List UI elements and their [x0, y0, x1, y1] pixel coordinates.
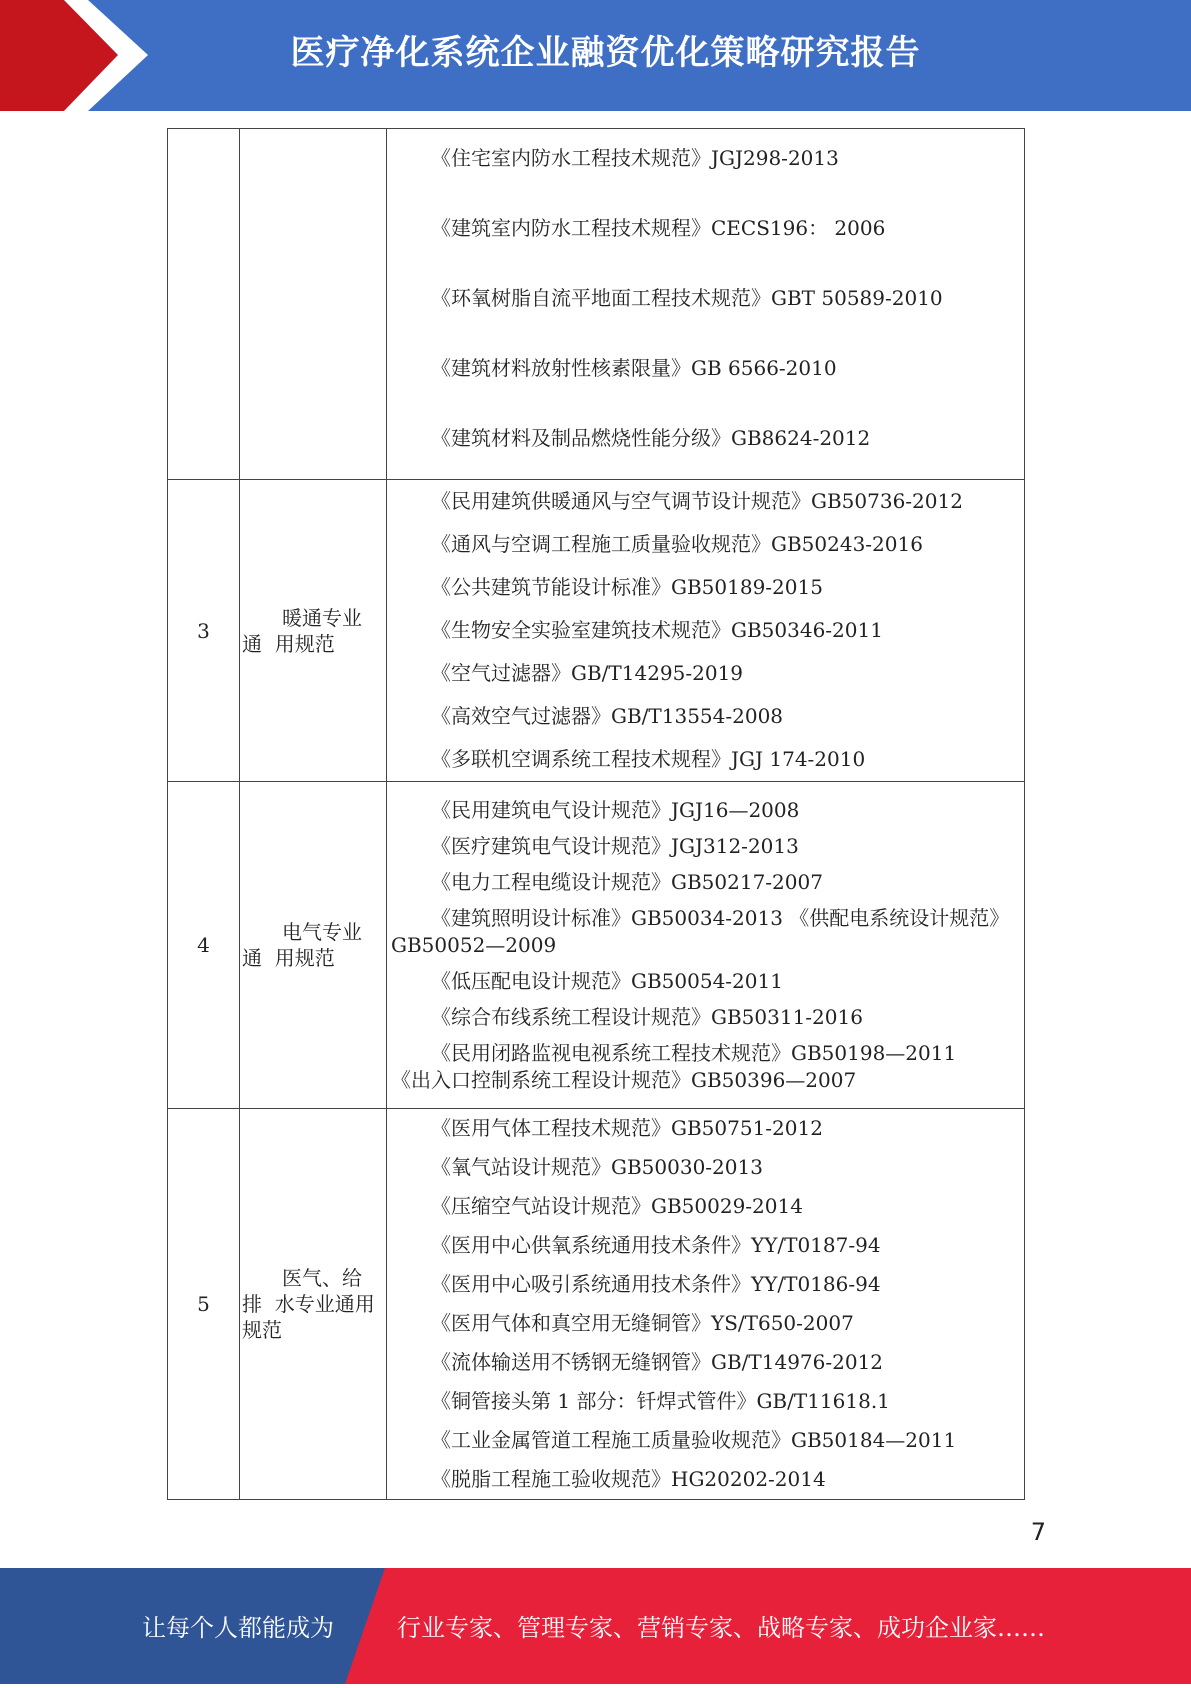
standard-item: 《流体输送用不锈钢无缝钢管》GB/T14976-2012 — [431, 1350, 884, 1374]
standard-item: 《建筑照明设计标准》GB50034-2013 《供配电系统设计规范》GB50052—2009 — [391, 906, 1010, 957]
standard-item: 《住宅室内防水工程技术规范》JGJ298-2013 — [431, 146, 839, 170]
row-standards — [387, 782, 1025, 1109]
standard-item: 《综合布线系统工程设计规范》GB50311-2016 — [431, 1005, 863, 1029]
standard-item: 《医疗建筑电气设计规范》JGJ312-2013 — [431, 834, 799, 858]
standard-item: 《民用建筑供暖通风与空气调节设计规范》GB50736-2012 — [431, 489, 963, 513]
standard-item: 《民用闭路监视电视系统工程技术规范》GB50198—2011 — [431, 1041, 957, 1065]
standard-item: 《氧气站设计规范》GB50030-2013 — [431, 1155, 763, 1179]
standard-item: 《公共建筑节能设计标准》GB50189-2015 — [431, 575, 823, 599]
category-line: 暖通专业 — [282, 605, 362, 630]
standard-item: 《多联机空调系统工程技术规程》JGJ 174-2010 — [431, 747, 866, 771]
row-category — [240, 782, 387, 1109]
standard-item: 《工业金属管道工程施工质量验收规范》GB50184—2011 — [431, 1428, 957, 1452]
standard-item: 《民用建筑电气设计规范》JGJ16—2008 — [431, 798, 800, 822]
standard-item: 《通风与空调工程施工质量验收规范》GB50243-2016 — [431, 532, 923, 556]
standard-item: 《电力工程电缆设计规范》GB50217-2007 — [431, 870, 823, 894]
standard-item: 《铜管接头第 1 部分：钎焊式管件》GB/T11618.1 — [431, 1389, 890, 1413]
category-line: 电气专业 — [282, 920, 362, 944]
table-row — [168, 480, 1025, 782]
table-row — [168, 1109, 1025, 1500]
standard-item: 《出入口控制系统工程设计规范》GB50396—2007 — [391, 1068, 857, 1092]
page-footer — [0, 1568, 1191, 1684]
page-header — [0, 0, 1191, 111]
row-number — [168, 129, 240, 480]
row-number: 3 — [168, 480, 240, 782]
standard-item: 《医用中心吸引系统通用技术条件》YY/T0186-94 — [431, 1272, 881, 1296]
footer-slogan-left: 让每个人都能成为 — [142, 1614, 334, 1642]
category-line: 排 水专业通用 — [242, 1292, 375, 1316]
standard-item: 《低压配电设计规范》GB50054-2011 — [431, 969, 783, 993]
row-category — [240, 1109, 387, 1500]
row-standards — [387, 1109, 1025, 1500]
standard-item: 《医用中心供氧系统通用技术条件》YY/T0187-94 — [431, 1233, 881, 1257]
category-line: 通 用规范 — [242, 946, 335, 970]
row-standards — [387, 129, 1025, 480]
row-number: 5 — [168, 1109, 240, 1500]
category-line: 通 用规范 — [242, 631, 335, 656]
category-line: 规范 — [242, 1318, 282, 1342]
row-category — [240, 129, 387, 480]
standard-item: 《医用气体和真空用无缝铜管》YS/T650-2007 — [431, 1311, 854, 1335]
standard-item: 《建筑材料及制品燃烧性能分级》GB8624-2012 — [431, 426, 871, 450]
standard-item: 《脱脂工程施工验收规范》HG20202-2014 — [431, 1467, 826, 1491]
standard-item: 《医用气体工程技术规范》GB50751-2012 — [431, 1116, 823, 1140]
standard-item: 《高效空气过滤器》GB/T13554-2008 — [431, 704, 784, 728]
footer-slogan-right: 行业专家、管理专家、营销专家、战略专家、成功企业家…… — [397, 1614, 1045, 1642]
report-title: 医疗净化系统企业融资优化策略研究报告 — [290, 33, 921, 73]
standards-table — [167, 128, 1025, 1500]
standard-item: 《生物安全实验室建筑技术规范》GB50346-2011 — [431, 618, 883, 642]
category-line: 医气、给 — [282, 1266, 362, 1290]
row-number: 4 — [168, 782, 240, 1109]
table-row — [168, 782, 1025, 1109]
page-number: 7 — [1030, 1518, 1046, 1546]
standard-item: 《压缩空气站设计规范》GB50029-2014 — [431, 1194, 803, 1218]
standard-item: 《建筑室内防水工程技术规程》CECS196： 2006 — [431, 216, 886, 240]
row-standards — [387, 480, 1025, 782]
standard-item: 《空气过滤器》GB/T14295-2019 — [431, 661, 744, 685]
standard-item: 《建筑材料放射性核素限量》GB 6566-2010 — [431, 356, 837, 380]
standard-item: 《环氧树脂自流平地面工程技术规范》GBT 50589-2010 — [431, 286, 943, 310]
row-category — [240, 480, 387, 782]
table-row — [168, 129, 1025, 480]
